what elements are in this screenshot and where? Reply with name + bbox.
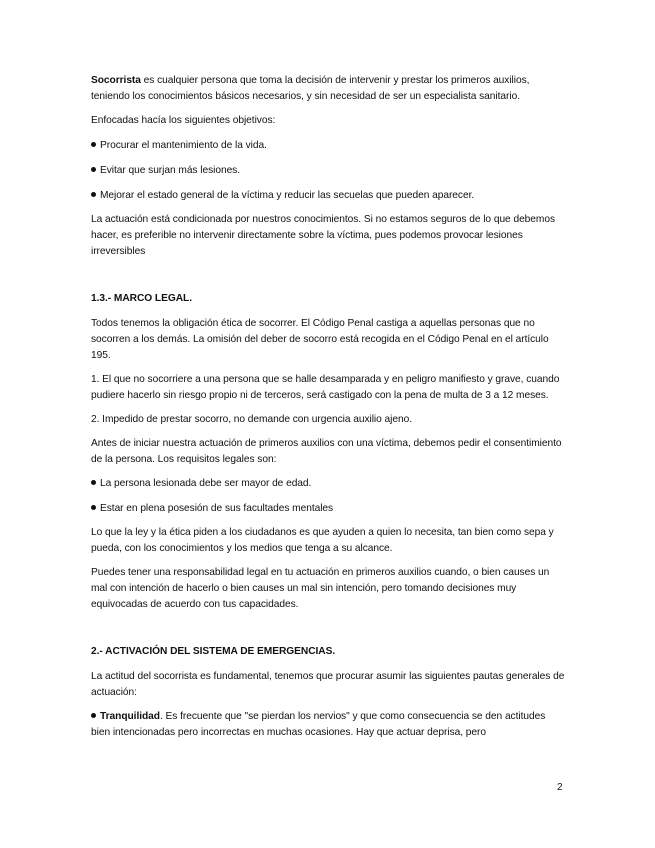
tranquilidad-item — [91, 709, 565, 741]
objective-item — [91, 163, 565, 179]
requirement-item — [91, 501, 565, 517]
bullet-icon — [91, 480, 96, 485]
legal-paragraph: Lo que la ley y la ética piden a los ciudadanos es que ayuden a quien lo necesita, tan bien como sepa y pueda, con los conocimientos y los medios que tenga a su alcance. — [91, 527, 554, 554]
legal-article-point: 2. Impedido de prestar socorro, no demande con urgencia auxilio ajeno. — [91, 414, 413, 425]
section-heading-activacion — [91, 644, 565, 660]
tranquilidad-term: Tranquilidad — [100, 711, 160, 722]
legal-article-point: 1. El que no socorriere a una persona que se halle desamparada y en peligro manifiesto y grave, cuando pudiere hacerlo sin riesgo propio ni de terceros, será castigado con la pena de multa de 3 a 12 meses. — [91, 374, 560, 401]
section-heading-marco-legal — [91, 291, 565, 307]
tranquilidad-text: . Es frecuente que "se pierdan los nervios" y que como consecuencia se den actitudes bien intencionadas pero incorrectas en muchas ocasiones. Hay que actuar deprisa, pero — [91, 711, 546, 738]
objective-item — [91, 188, 565, 204]
warning-paragraph: La actuación está condicionada por nuestros conocimientos. Si no estamos seguros de lo que debemos hacer, es preferible no intervenir directamente sobre la víctima, pues podemos provocar lesiones irreversibles — [91, 214, 556, 257]
definition-text: es cualquier persona que toma la decisión de intervenir y prestar los primeros auxilios, teniendo los conocimientos básicos necesarios, y sin necesidad de ser un especialista sanitario. — [91, 75, 530, 102]
objective-text: Evitar que surjan más lesiones. — [100, 165, 241, 176]
page-number: 2 — [557, 782, 563, 793]
objectives-intro: Enfocadas hacía los siguientes objetivos: — [91, 115, 276, 126]
emergency-paragraph: La actitud del socorrista es fundamental, tenemos que procurar asumir las siguientes pautas generales de actuación: — [91, 671, 565, 698]
objective-text: Procurar el mantenimiento de la vida. — [100, 140, 267, 151]
page-content — [91, 73, 565, 741]
objective-item — [91, 138, 565, 154]
bullet-icon — [91, 192, 96, 197]
heading-number: 2. — [91, 646, 100, 657]
heading-number: 1.3. — [91, 293, 108, 304]
heading-text: - ACTIVACIÓN DEL SISTEMA DE EMERGENCIAS. — [99, 646, 336, 657]
requirement-text: La persona lesionada debe ser mayor de edad. — [100, 478, 312, 489]
legal-paragraph: Puedes tener una responsabilidad legal en tu actuación en primeros auxilios cuando, o bien causes un mal con intención de hacerlo o bien causes un mal sin intención, pero tomando decisiones muy equivocadas de acuerdo con tus capacidades. — [91, 567, 550, 610]
term-socorrista: Socorrista — [91, 75, 141, 86]
bullet-icon — [91, 505, 96, 510]
bullet-icon — [91, 713, 96, 718]
heading-text: - MARCO LEGAL. — [107, 293, 192, 304]
bullet-icon — [91, 167, 96, 172]
requirement-item — [91, 476, 565, 492]
bullet-icon — [91, 142, 96, 147]
objective-text: Mejorar el estado general de la víctima y reducir las secuelas que pueden aparecer. — [100, 190, 475, 201]
legal-paragraph: Todos tenemos la obligación ética de socorrer. El Código Penal castiga a aquellas personas que no socorren a los demás. La omisión del deber de socorro está recogida en el Código Penal en el artículo 195. — [91, 318, 549, 361]
legal-paragraph: Antes de iniciar nuestra actuación de primeros auxilios con una víctima, debemos pedir el consentimiento de la persona. Los requisitos legales son: — [91, 438, 562, 465]
socorrista-definition — [91, 73, 565, 105]
requirement-text: Estar en plena posesión de sus facultades mentales — [100, 503, 334, 514]
